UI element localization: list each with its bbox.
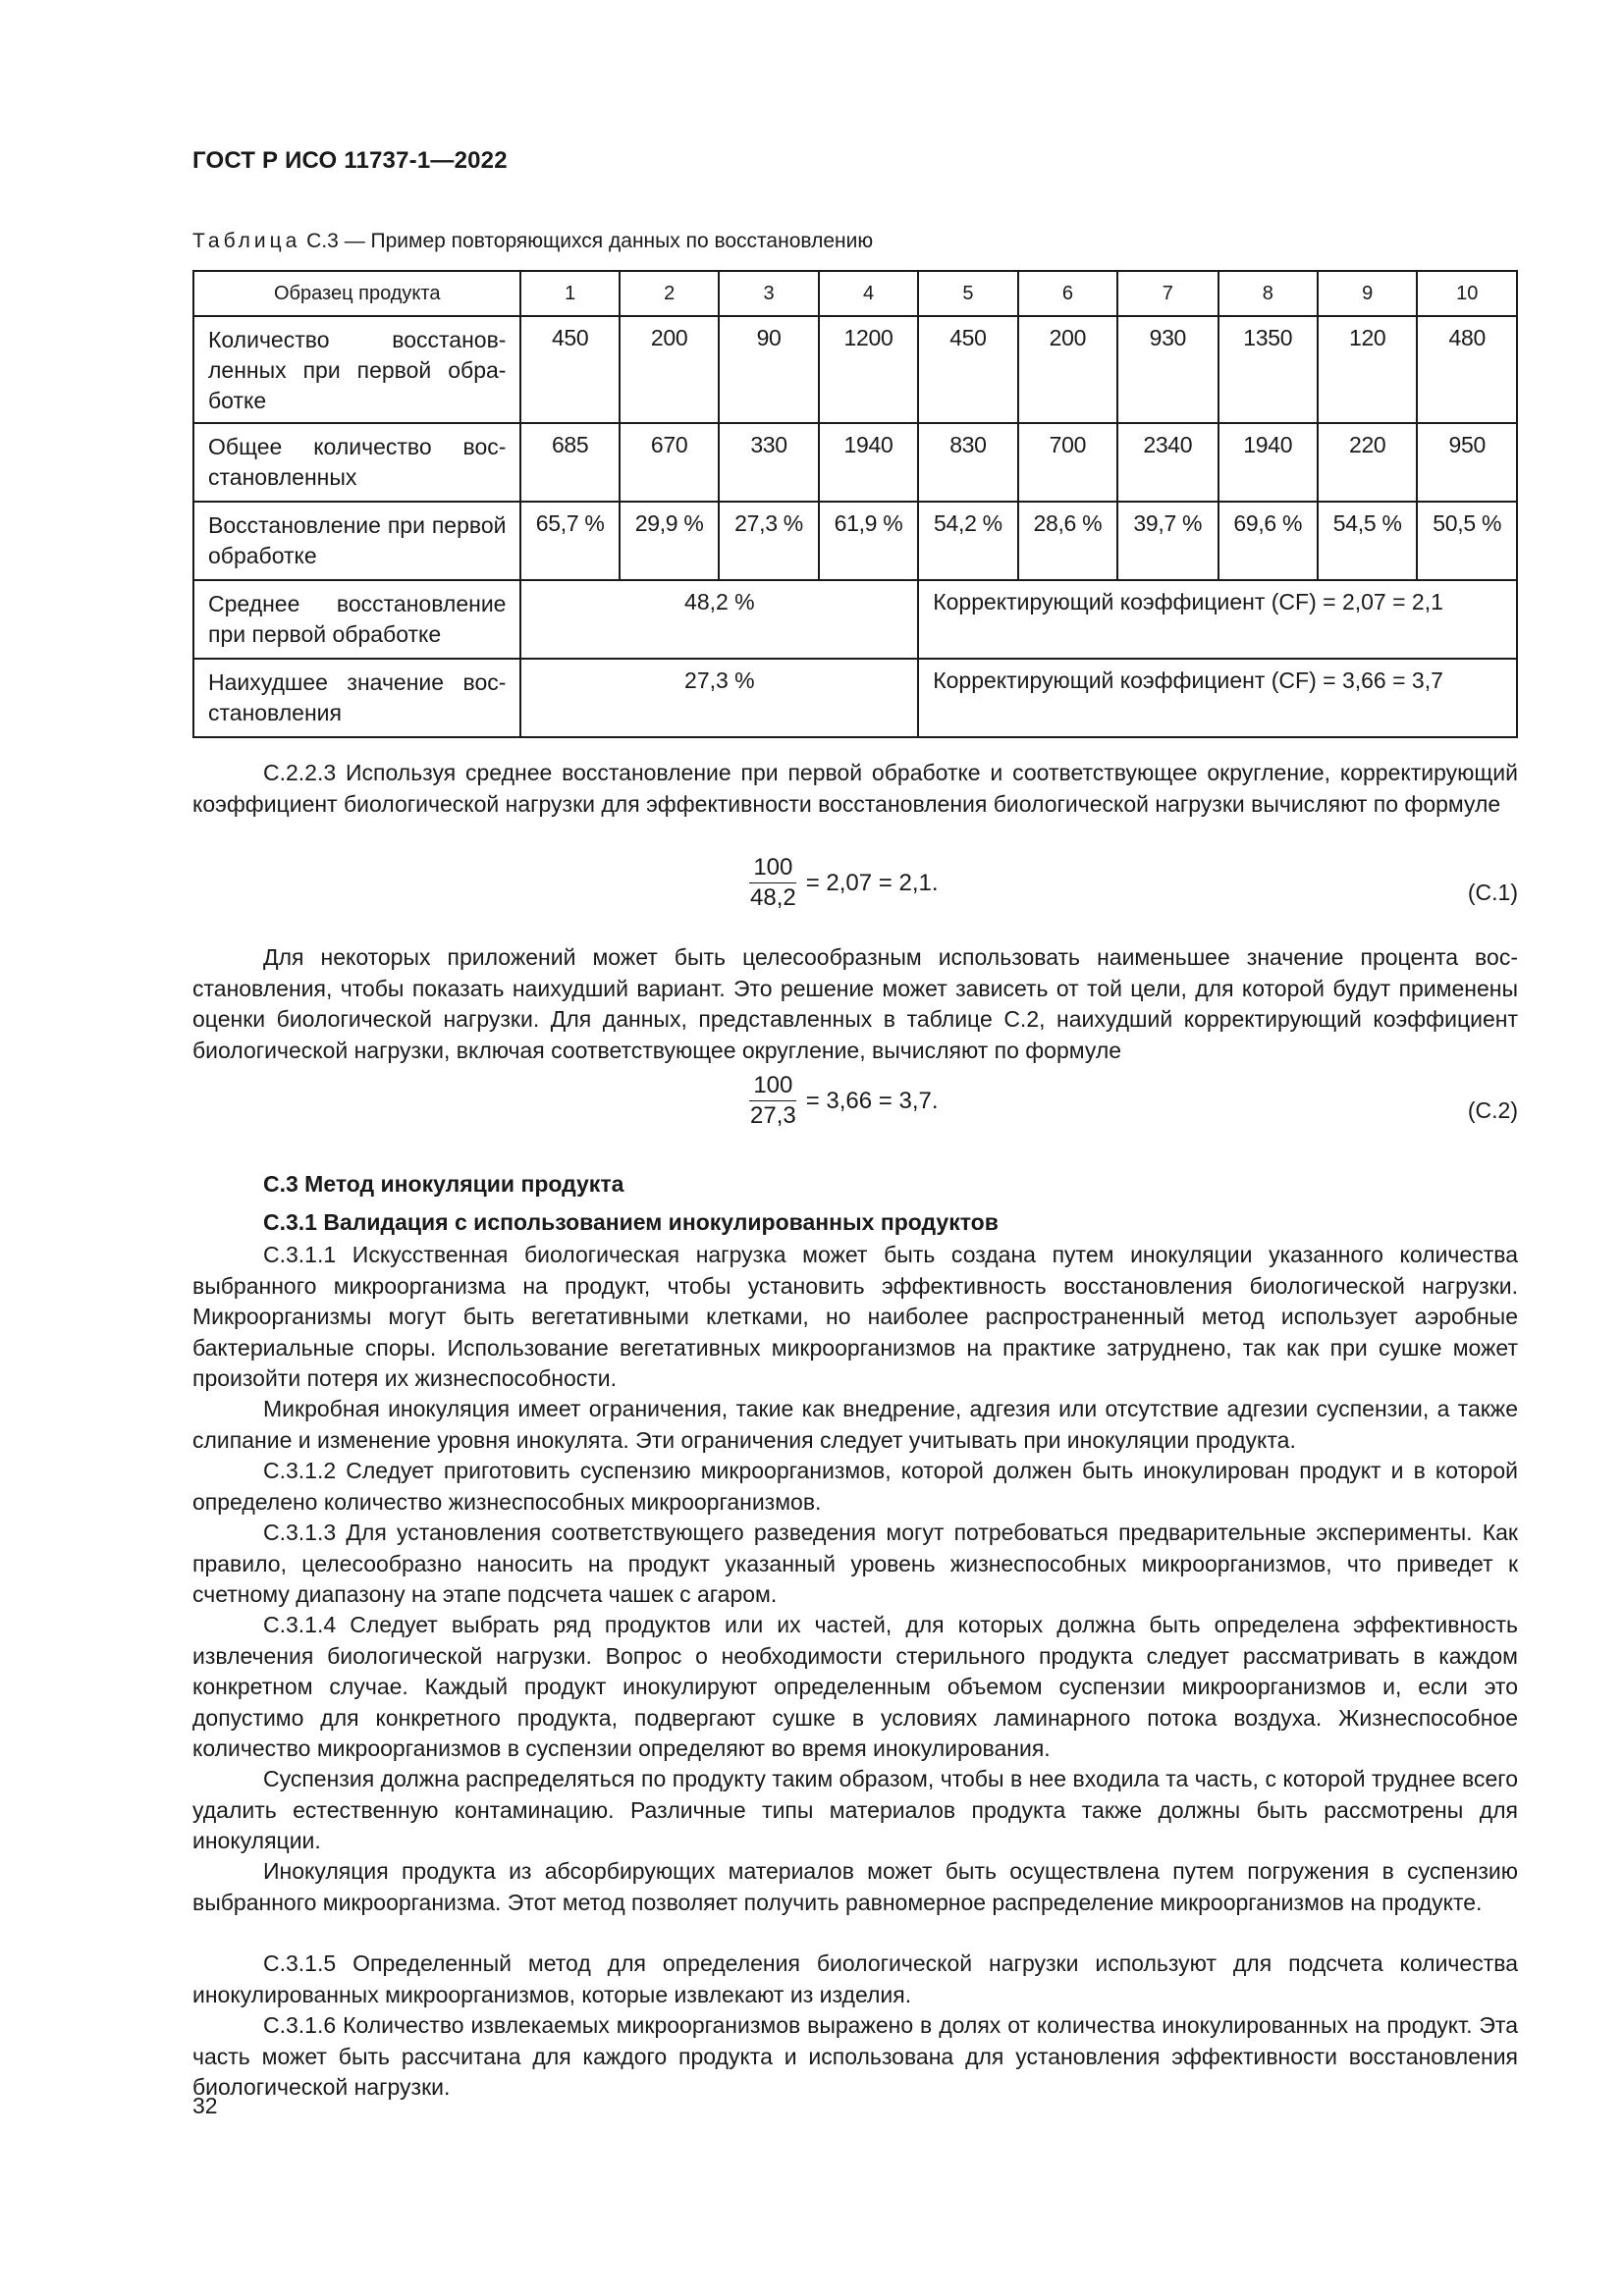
- table-cell: 54,2 %: [918, 502, 1017, 580]
- recovery-data-table: [192, 270, 1518, 738]
- formula-number-c2: (С.2): [1467, 1097, 1518, 1123]
- formula-result: = 3,66 = 3,7.: [805, 1087, 939, 1114]
- row-label: Восстановление при первой обработке: [193, 502, 520, 580]
- table-caption-prefix: Таблица: [192, 230, 301, 252]
- document-header: ГОСТ Р ИСО 11737-1—2022: [192, 147, 508, 174]
- table-cell: 1200: [819, 316, 918, 423]
- formula-c1: [746, 854, 939, 912]
- section-heading-c3: С.3 Метод инокуляции продукта: [263, 1171, 624, 1197]
- paragraph-suspension: Суспензия должна распределяться по продукту таким образом, чтобы в нее входила та часть, с которой труднее всего удалить естественную контаминацию. Различные типы материалов продукта также должны быть рассмотрены для инокуляции.: [192, 1766, 1518, 1853]
- formula-number-c1: (С.1): [1467, 880, 1518, 905]
- summary-row: [193, 659, 1517, 737]
- table-cell: 685: [520, 423, 619, 502]
- section-heading-c31: С.3.1 Валидация с использованием инокулированных продуктов: [263, 1209, 999, 1235]
- table-cell: 90: [719, 316, 818, 423]
- table-cell: 200: [1018, 316, 1117, 423]
- table-cell: 1940: [1218, 423, 1318, 502]
- table-cell: 830: [918, 423, 1017, 502]
- table-row: [193, 502, 1517, 580]
- header-cell-1: 1: [520, 271, 619, 316]
- header-cell-4: 4: [819, 271, 918, 316]
- table-cell: 54,5 %: [1318, 502, 1417, 580]
- table-cell: 61,9 %: [819, 502, 918, 580]
- paragraph-c314: С.3.1.4 Следует выбрать ряд продуктов или их частей, для которых должна быть определена эффективность извлечения биологической нагрузки. Вопрос о необходимости стерильного продукта следует рассматривать в каждом конкретном случае. Каждый продукт инокулируют определенным объемом суспензии микроорганизмов и, если это допустимо для конкретного продукта, подвергают сушке в условиях ламинарного потока воздуха. Жизнеспособное количество микроорганизмов в суспензии определяют во время инокулирования.: [192, 1612, 1518, 1761]
- average-recovery-value: 48,2 %: [520, 580, 918, 659]
- fraction-denominator: 27,3: [750, 1102, 796, 1129]
- row-label: Наихудшее значение восстановления: [193, 659, 520, 737]
- correction-factor-cell: Корректирующий коэффициент (CF) = 3,66 = 3,7: [918, 659, 1517, 737]
- table-cell: 1350: [1218, 316, 1318, 423]
- paragraph-microbial: Микробная инокуляция имеет ограничения, такие как внедрение, адгезия или отсутствие адгезии суспензии, а также слипание и изменение уровня инокулята. Эти ограничения следует учитывать при инокуляции продукта.: [192, 1396, 1518, 1453]
- table-cell: 2340: [1117, 423, 1218, 502]
- table-cell: 29,9 %: [620, 502, 719, 580]
- fraction-denominator: 48,2: [750, 884, 796, 911]
- table-cell: 1940: [819, 423, 918, 502]
- header-cell-10: 10: [1417, 271, 1517, 316]
- table-row: [193, 316, 1517, 423]
- table-caption: [192, 230, 873, 253]
- table-cell: 28,6 %: [1018, 502, 1117, 580]
- header-cell-2: 2: [620, 271, 719, 316]
- header-cell-9: 9: [1318, 271, 1417, 316]
- table-cell: 330: [719, 423, 818, 502]
- paragraph-c223: С.2.2.3 Используя среднее восстановление при первой обработке и соответствующее округление, корректирующий коэффициент биологической нагрузки для эффективности восстановления биологической нагрузки вычисляют по формуле: [192, 760, 1518, 817]
- table-cell: 450: [520, 316, 619, 423]
- paragraph-worst-case: Для некоторых приложений может быть целесообразным использовать наименьшее значение процента восстановления, чтобы показать наихудший вариант. Это решение может зависеть от той цели, для которой будут применены оценки биологической нагрузки. Для данных, представленных в таблице С.2, наихудший корректирующий коэффициент биологической нагрузки, включая соответствующее округление, вычисляют по формуле: [192, 944, 1518, 1063]
- paragraph-c313: С.3.1.3 Для установления соответствующего разведения могут потребоваться предварительные эксперименты. Как правило, целесообразно наносить на продукт указанный уровень жизнеспособных микроорганизмов, что приведет к счетному диапазону на этапе подсчета чашек с агаром.: [192, 1520, 1518, 1607]
- table-cell: 65,7 %: [520, 502, 619, 580]
- header-cell-7: 7: [1117, 271, 1218, 316]
- summary-row: [193, 580, 1517, 659]
- row-label: Общее количество восстановленных: [193, 423, 520, 502]
- header-cell-8: 8: [1218, 271, 1318, 316]
- header-cell-3: 3: [719, 271, 818, 316]
- page-number: 32: [192, 2093, 218, 2118]
- worst-recovery-value: 27,3 %: [520, 659, 918, 737]
- table-cell: 670: [620, 423, 719, 502]
- table-cell: 480: [1417, 316, 1517, 423]
- row-label: Количество восстановленных при первой обработке: [193, 316, 520, 423]
- table-caption-text: С.3 — Пример повторяющихся данных по восстановлению: [300, 230, 874, 252]
- table-cell: 120: [1318, 316, 1417, 423]
- paragraph-absorbing: Инокуляция продукта из абсорбирующих материалов может быть осуществлена путем погружения в суспензию выбранного микроорганизма. Этот метод позволяет получить равномерное распределение микроорганизмов на продукте.: [192, 1858, 1518, 1915]
- table-cell: 930: [1117, 316, 1218, 423]
- formula-result: = 2,07 = 2,1.: [805, 869, 939, 896]
- formula-c2: [746, 1072, 939, 1130]
- paragraph-c311: С.3.1.1 Искусственная биологическая нагрузка может быть создана путем инокуляции указанного количества выбранного микроорганизма на продукт, чтобы установить эффективность восстановления биологической нагрузки. Микроорганизмы могут быть вегетативными клетками, но наиболее распространенный метод использует аэробные бактериальные споры. Использование вегетативных микроорганизмов на практике затруднено, так как при сушке может произойти потеря их жизнеспособности.: [192, 1242, 1518, 1391]
- fraction-numerator: 100: [749, 1072, 796, 1101]
- paragraph-c316: С.3.1.6 Количество извлекаемых микроорганизмов выражено в долях от количества инокулированных на продукт. Эта часть может быть рассчитана для каждого продукта и использована для установления эффективности восстановления биологической нагрузки.: [192, 2012, 1518, 2100]
- table-cell: 220: [1318, 423, 1417, 502]
- fraction: [746, 1072, 800, 1130]
- table-cell: 200: [620, 316, 719, 423]
- fraction-numerator: 100: [749, 854, 796, 883]
- header-cell-5: 5: [918, 271, 1017, 316]
- table-cell: 700: [1018, 423, 1117, 502]
- header-cell-product: Образец продукта: [193, 271, 520, 316]
- table-cell: 27,3 %: [719, 502, 818, 580]
- correction-factor-cell: Корректирующий коэффициент (CF) = 2,07 = 2,1: [918, 580, 1517, 659]
- paragraph-c315: С.3.1.5 Определенный метод для определения биологической нагрузки используют для подсчета количества инокулированных микроорганизмов, которые извлекают из изделия.: [192, 1950, 1518, 2007]
- row-label: Среднее восстановление при первой обработке: [193, 580, 520, 659]
- table-cell: 39,7 %: [1117, 502, 1218, 580]
- header-cell-6: 6: [1018, 271, 1117, 316]
- table-header-row: [193, 271, 1517, 316]
- table-cell: 950: [1417, 423, 1517, 502]
- table-cell: 69,6 %: [1218, 502, 1318, 580]
- table-cell: 450: [918, 316, 1017, 423]
- paragraph-c312: С.3.1.2 Следует приготовить суспензию микроорганизмов, которой должен быть инокулирован продукт и в которой определено количество жизнеспособных микроорганизмов.: [192, 1458, 1518, 1515]
- table-row: [193, 423, 1517, 502]
- fraction: [746, 854, 800, 912]
- table-cell: 50,5 %: [1417, 502, 1517, 580]
